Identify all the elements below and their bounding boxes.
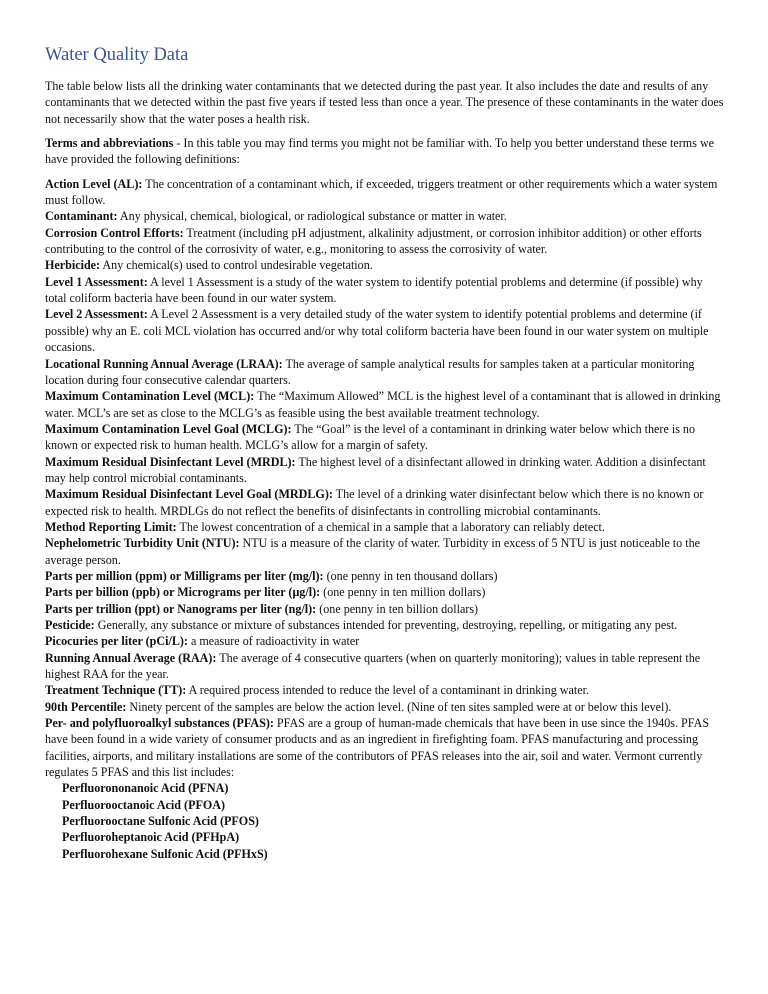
definition-term: Treatment Technique (TT): bbox=[45, 683, 187, 698]
definition-term: Level 2 Assessment: bbox=[45, 307, 148, 322]
definition-text: The average of 4 consecutive quarters (when on quarterly monitoring); values in table represent the highest RAA for the year. bbox=[45, 650, 701, 682]
definition-item bbox=[45, 421, 725, 454]
definition-text: Any chemical(s) used to control undesirable vegetation. bbox=[100, 258, 373, 273]
definition-item bbox=[45, 274, 725, 307]
definition-term: Maximum Contamination Level Goal (MCLG): bbox=[45, 421, 292, 436]
definition-text: NTU is a measure of the clarity of water. Turbidity in excess of 5 NTU is just noticeable to the average person. bbox=[45, 536, 700, 567]
definition-text: (one penny in ten thousand dollars) bbox=[323, 568, 498, 583]
definition-item bbox=[45, 176, 725, 209]
intro-paragraph: The table below lists all the drinking water contaminants that we detected during the past year. It also includes the date and results of any contaminants that we detected within the past five years if tested less than once a year. The presence of these contaminants in the water does not necessarily show that the water poses a health risk. bbox=[45, 79, 724, 126]
document-page bbox=[45, 44, 725, 862]
pfas-list-item: Perfluorooctane Sulfonic Acid (PFOS) bbox=[62, 814, 259, 829]
definition-term: 90th Percentile: bbox=[45, 699, 127, 714]
definition-item bbox=[45, 568, 725, 584]
definition-item bbox=[45, 306, 725, 355]
definition-term: Nephelometric Turbidity Unit (NTU): bbox=[45, 536, 240, 551]
definition-text: PFAS are a group of human-made chemicals that have been in use since the 1940s. PFAS have been found in a wide variety of consumer products and as an ingredient in firefighting foam. PFAS manufacturing and processing facilities, airports, and military installations are some of the contributors of PFAS releases into the air, soil and water. Vermont currently regulates 5 PFAS and this list includes: bbox=[45, 716, 710, 780]
definition-term: Parts per million (ppm) or Milligrams per liter (mg/l): bbox=[45, 568, 324, 583]
terms-intro-text: - In this table you may find terms you might not be familiar with. To help you better understand these terms we have provided the following definitions: bbox=[45, 136, 715, 167]
definition-item bbox=[45, 682, 725, 698]
definition-term: Herbicide: bbox=[45, 258, 101, 273]
definition-item bbox=[45, 388, 725, 421]
definition-term: Contaminant: bbox=[45, 209, 118, 224]
definition-term: Maximum Residual Disinfectant Level (MRDL): bbox=[45, 454, 296, 469]
definition-item bbox=[45, 650, 725, 683]
definition-text: Any physical, chemical, biological, or radiological substance or matter in water. bbox=[117, 209, 507, 224]
pfas-list-item: Perfluorononanoic Acid (PFNA) bbox=[62, 781, 229, 796]
definition-text: A level 1 Assessment is a study of the water system to identify potential problems and determine (if possible) why total coliform bacteria have been found in our water system. bbox=[45, 274, 703, 306]
definition-item bbox=[45, 699, 725, 715]
definition-item bbox=[45, 715, 725, 780]
definition-text: The highest level of a disinfectant allowed in drinking water. Addition a disinfectant may help control microbial contaminants. bbox=[45, 454, 706, 485]
definition-term: Pesticide: bbox=[45, 618, 95, 632]
definition-text: Generally, any substance or mixture of substances intended for preventing, destroying, repelling, or mitigating any pest. bbox=[94, 618, 678, 632]
definition-text: A Level 2 Assessment is a very detailed study of the water system to identify potential problems and determine (if possible) why an E. coli MCL violation has occurred and/or why total coliform bacteria have been found in our water system on multiple occasions. bbox=[45, 307, 709, 355]
definition-term: Action Level (AL): bbox=[45, 176, 143, 191]
definition-text: Ninety percent of the samples are below the action level. (Nine of ten sites sampled were at or below this level). bbox=[126, 699, 672, 714]
definition-text: The “Goal” is the level of a contaminant in drinking water below which there is no known or expected risk to human health. MCLG’s allow for a margin of safety. bbox=[45, 421, 696, 453]
definition-text: A required process intended to reduce the level of a contaminant in drinking water. bbox=[186, 683, 589, 698]
definition-term: Parts per billion (ppb) or Micrograms per liter (μg/l): bbox=[45, 585, 321, 600]
definition-item bbox=[45, 257, 725, 273]
pfas-list bbox=[45, 780, 725, 862]
definition-item bbox=[45, 208, 725, 224]
definition-text: (one penny in ten billion dollars) bbox=[316, 601, 479, 616]
pfas-list-item: Perfluorohexane Sulfonic Acid (PFHxS) bbox=[62, 846, 268, 861]
definition-term: Method Reporting Limit: bbox=[45, 519, 177, 534]
pfas-list-item: Perfluorooctanoic Acid (PFOA) bbox=[62, 797, 226, 812]
definition-text: The lowest concentration of a chemical in a sample that a laboratory can reliably detect. bbox=[176, 519, 605, 534]
terms-intro-paragraph bbox=[45, 135, 725, 168]
definition-term: Per- and polyfluoroalkyl substances (PFAS): bbox=[45, 716, 274, 731]
definition-text: The level of a drinking water disinfectant below which there is no known or expected risk to health. MRDLGs do not reflect the benefits of disinfectants in controlling microbial contaminants. bbox=[45, 487, 704, 518]
definition-term: Locational Running Annual Average (LRAA): bbox=[45, 356, 283, 371]
definition-item bbox=[45, 584, 725, 600]
definition-term: Picocuries per liter (pCi/L): bbox=[45, 634, 188, 649]
definition-item bbox=[45, 601, 725, 617]
definition-item bbox=[45, 225, 725, 258]
definition-text: a measure of radioactivity in water bbox=[187, 634, 360, 649]
definition-term: Running Annual Average (RAA): bbox=[45, 650, 217, 665]
definition-item bbox=[45, 486, 725, 519]
definitions-list bbox=[45, 176, 725, 781]
definition-term: Maximum Residual Disinfectant Level Goal (MRDLG): bbox=[45, 487, 333, 502]
definition-term: Maximum Contamination Level (MCL): bbox=[45, 389, 255, 404]
terms-intro-label: Terms and abbreviations bbox=[45, 136, 174, 151]
definition-text: (one penny in ten million dollars) bbox=[320, 585, 486, 600]
definition-item bbox=[45, 535, 725, 568]
page-title: Water Quality Data bbox=[45, 45, 189, 65]
definition-item bbox=[45, 633, 725, 649]
definition-term: Level 1 Assessment: bbox=[45, 274, 148, 289]
definition-text: Treatment (including pH adjustment, alkalinity adjustment, or corrosion inhibitor addition) or other efforts contributing to the control of the corrosivity of water, e.g., monitoring to assess the corrosivity of water. bbox=[45, 225, 702, 257]
definition-item bbox=[45, 454, 725, 487]
definition-text: The “Maximum Allowed” MCL is the highest level of a contaminant that is allowed in drinking water. MCL’s are set as close to the MCLG’s as feasible using the best available treatment technology. bbox=[45, 389, 721, 420]
definition-text: The average of sample analytical results for samples taken at a particular monitoring location during four consecutive calendar quarters. bbox=[45, 356, 695, 387]
definition-item bbox=[45, 617, 725, 633]
definition-text: The concentration of a contaminant which, if exceeded, triggers treatment or other requirements which a water system must follow. bbox=[45, 176, 718, 208]
definition-term: Parts per trillion (ppt) or Nanograms per liter (ng/l): bbox=[45, 601, 317, 616]
definition-item bbox=[45, 356, 725, 389]
definition-item bbox=[45, 519, 725, 535]
pfas-list-item: Perfluoroheptanoic Acid (PFHpA) bbox=[62, 830, 240, 845]
definition-term: Corrosion Control Efforts: bbox=[45, 225, 184, 240]
